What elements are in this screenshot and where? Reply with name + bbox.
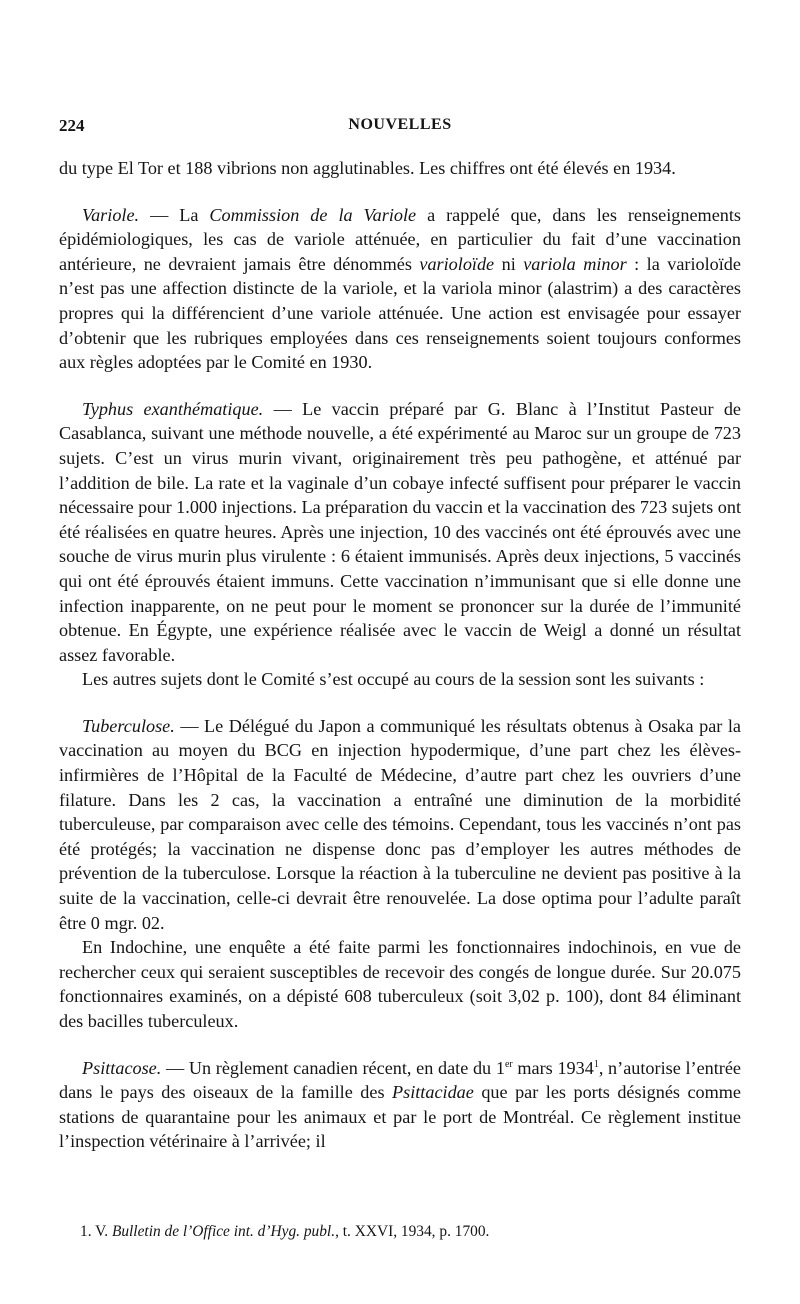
tuberculose-section bbox=[59, 714, 741, 935]
page-number: 224 bbox=[59, 116, 85, 135]
indochine-paragraph: En Indochine, une enquête a été faite parmi les fonctionnaires indochinois, en vue de rechercher ceux qui seraient susceptibles de recevoir des congés de longue durée. Sur 20.075 fonctionnaires examinés, on a dépisté 608 tuberculeux (soit 3,02 p. 100), dont 84 éliminant des bacilles tuberculeux. bbox=[59, 937, 741, 1031]
footnote-marker: 1. V. bbox=[80, 1223, 112, 1240]
psittacidae-term: Psittacidae bbox=[392, 1082, 474, 1103]
typhus-heading: Typhus exanthématique. bbox=[82, 398, 264, 419]
typhus-section bbox=[59, 397, 741, 668]
variole-text-3: ni bbox=[494, 253, 524, 274]
variole-section bbox=[59, 203, 741, 375]
psittacose-text-4: que par les ports désignés comme stations de quarantaine pour les animaux et par le port de Montréal. Ce règlement institue l’inspection vétérinaire à l’arrivée; il bbox=[59, 1082, 741, 1152]
variole-heading: Variole. bbox=[82, 204, 140, 225]
psittacose-heading: Psittacose. bbox=[82, 1057, 162, 1078]
variole-commission: Commission de la Variole bbox=[209, 204, 417, 225]
footnote-reference: 1 bbox=[593, 1058, 599, 1070]
psittacose-text-2: mars 1934 bbox=[512, 1057, 594, 1078]
running-title: NOUVELLES bbox=[348, 116, 452, 133]
variole-term-varioloide: varioloïde bbox=[419, 253, 495, 274]
psittacose-section bbox=[59, 1056, 741, 1154]
variole-text-1: — La bbox=[139, 204, 210, 225]
footnote-source: Bulletin de l’Office int. d’Hyg. publ. bbox=[111, 1223, 336, 1240]
variole-text-2: a rappelé que, dans les renseignements épidémiologiques, les cas de variole atténuée, en particulier du fait d’une vaccination antérieure, ne devraient jamais être dénommés bbox=[59, 204, 742, 274]
psittacose-text-3: , n’autorise l’entrée dans le pays des oiseaux de la famille des bbox=[59, 1057, 741, 1103]
footnote-rest: , t. XXVI, 1934, p. 1700. bbox=[335, 1223, 490, 1240]
typhus-text: — Le vaccin préparé par G. Blanc à l’Institut Pasteur de Casablanca, suivant une méthode nouvelle, a été expérimenté au Maroc sur un groupe de 723 sujets. C’est un virus murin vivant, originairement très peu pathogène, et atténué par l’addition de bile. La rate et la vaginale d’un cobaye infecté suffisent pour préparer le vaccin nécessaire pour 1.000 injections. La préparation du vaccin et la vaccination des 723 sujets ont été réalisées en quatre heures. Après une injection, 10 des vaccinés ont été éprouvés avec une souche de virus murin plus virulente : 6 étaient immunisés. Après deux injections, 5 vaccinés qui ont été éprouvés étaient immuns. Cette vaccination n’immunisant que si elle donne une infection inapparente, on ne peut pour le moment se prononcer sur la durée de l’immunité obtenue. En Égypte, une expérience réalisée avec le vaccin de Weigl a donné un résultat assez favorable. bbox=[59, 398, 741, 665]
ordinal-superscript: er bbox=[504, 1058, 513, 1070]
tuberculose-heading: Tuberculose. bbox=[82, 715, 175, 736]
variole-text-4: : la varioloïde n’est pas une affection distincte de la variole, et la variola minor (alastrim) a des caractères propres qui la différencient d’une variole atténuée. Une action est envisagée pour essayer d’obtenir que les rubriques employées dans ces renseignements soient toujours conformes aux règles adoptées par le Comité en 1930. bbox=[59, 253, 741, 373]
continuation-paragraph: du type El Tor et 188 vibrions non agglutinables. Les chiffres ont été élevés en 1934. bbox=[59, 158, 676, 178]
body-text bbox=[59, 156, 741, 1154]
tuberculose-text: — Le Délégué du Japon a communiqué les résultats obtenus à Osaka par la vaccination au moyen du BCG en injection hypodermique, d’une part chez les élèves-infirmières de l’Hôpital de la Faculté de Médecine, d’autre part chez les ouvriers d’une filature. Dans les 2 cas, la vaccination a entraîné une diminution de la morbidité tuberculeuse, par comparaison avec celle des témoins. Cependant, tous les vaccinés n’ont pas été protégés; la vaccination ne dispense donc pas d’employer les autres méthodes de prévention de la tuberculose. Lorsque la réaction à la tuberculine ne devient pas positive à la suite de la vaccination, celle-ci devrait être renouvelée. La dose optima pour l’adulte paraît être 0 mgr. 02. bbox=[59, 715, 741, 933]
variole-term-variola-minor: variola minor bbox=[523, 253, 627, 274]
footnote bbox=[80, 1222, 740, 1242]
transition-paragraph: Les autres sujets dont le Comité s’est occupé au cours de la session sont les suivants : bbox=[82, 669, 705, 690]
psittacose-text-1: — Un règlement canadien récent, en date du 1 bbox=[161, 1057, 505, 1078]
page-header bbox=[59, 116, 741, 138]
